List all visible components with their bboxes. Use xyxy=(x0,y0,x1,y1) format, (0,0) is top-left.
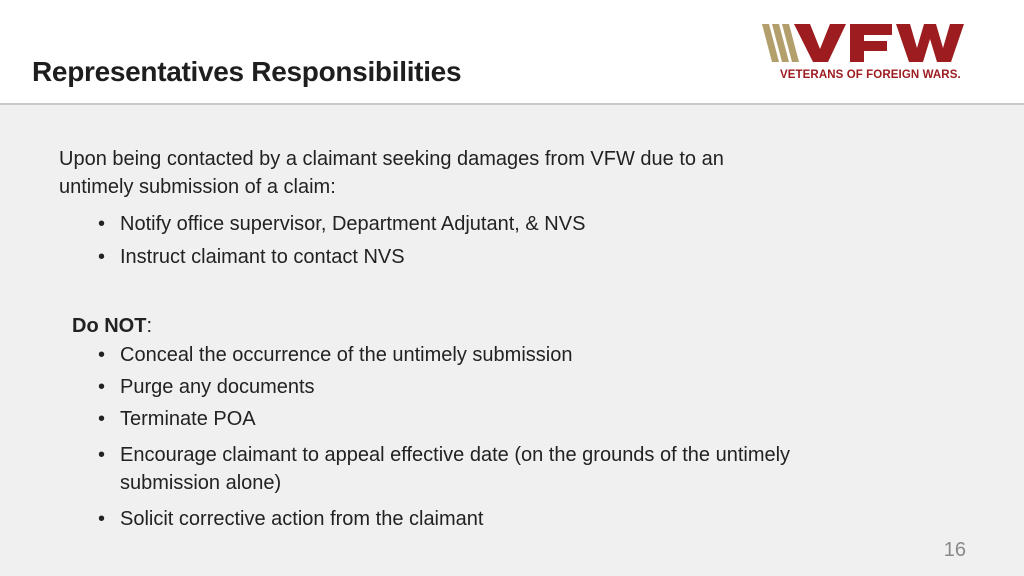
do-not-colon: : xyxy=(146,315,152,337)
logo-tagline: VETERANS OF FOREIGN WARS. xyxy=(780,69,961,81)
list-item: • Instruct claimant to contact NVS xyxy=(98,243,798,271)
list-item: • Terminate POA xyxy=(98,405,798,433)
vfw-wordmark-icon xyxy=(760,22,984,66)
page-number: 16 xyxy=(943,539,966,561)
slide-title: Representatives Responsibilities xyxy=(32,56,462,87)
do-not-heading xyxy=(72,312,152,340)
list-item: • Purge any documents xyxy=(98,373,798,401)
do-not-label: Do NOT xyxy=(72,315,147,337)
action-list xyxy=(98,210,798,276)
list-item: • Notify office supervisor, Department Adjutant, & NVS xyxy=(98,210,798,238)
do-not-list xyxy=(98,341,798,537)
list-item: • Solicit corrective action from the claimant xyxy=(98,505,798,533)
list-item: • Conceal the occurrence of the untimely submission xyxy=(98,341,798,369)
slide-content xyxy=(0,105,1024,576)
intro-paragraph: Upon being contacted by a claimant seeking damages from VFW due to an untimely submission of a claim: xyxy=(59,148,724,198)
slide-header xyxy=(0,0,1024,105)
vfw-logo xyxy=(760,22,984,86)
list-item: • Encourage claimant to appeal effective date (on the grounds of the untimely submission alone) xyxy=(98,441,798,497)
